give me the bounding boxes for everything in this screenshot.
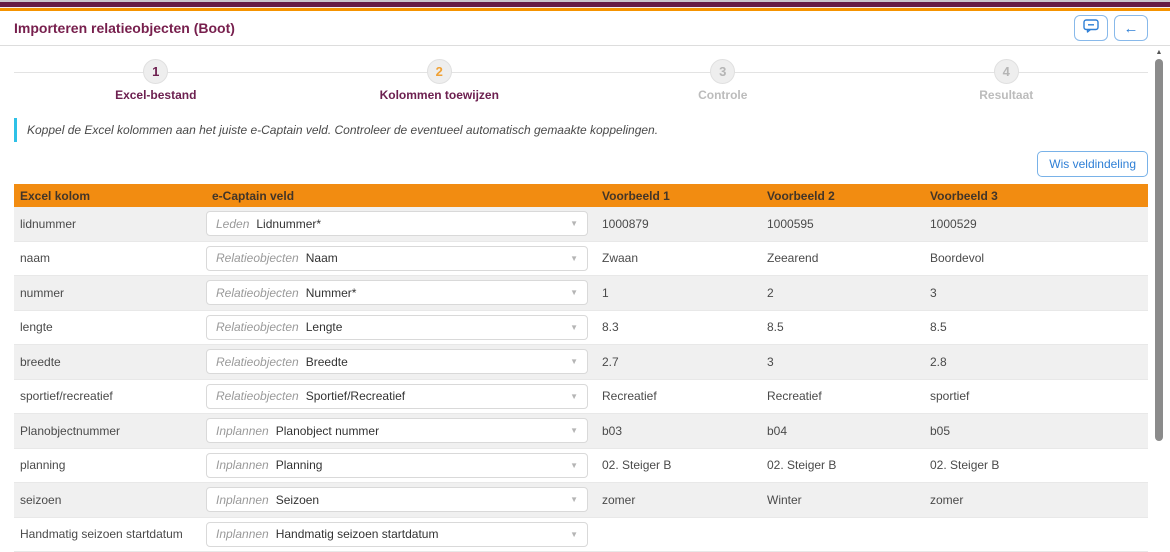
step-2-label: Kolommen toewijzen xyxy=(380,88,499,102)
table-body xyxy=(14,207,1148,552)
field-select[interactable] xyxy=(206,453,588,478)
excel-column-label: planning xyxy=(14,458,206,472)
header-ecaptain-veld: e-Captain veld xyxy=(206,189,596,203)
sample-value-2: Winter xyxy=(761,493,924,507)
header-buttons xyxy=(1074,15,1148,41)
feedback-button[interactable] xyxy=(1074,15,1108,41)
chevron-down-icon: ▼ xyxy=(570,254,578,263)
field-value-label: Planning xyxy=(276,458,323,472)
step-1-circle: 1 xyxy=(143,59,168,84)
clear-mapping-button[interactable]: Wis veldindeling xyxy=(1037,151,1148,177)
chevron-down-icon: ▼ xyxy=(570,426,578,435)
excel-column-label: lengte xyxy=(14,320,206,334)
chevron-down-icon: ▼ xyxy=(570,461,578,470)
field-value-label: Planobject nummer xyxy=(276,424,379,438)
field-value-label: Seizoen xyxy=(276,493,319,507)
header-excel-kolom: Excel kolom xyxy=(14,189,206,203)
field-select[interactable] xyxy=(206,315,588,340)
excel-column-label: seizoen xyxy=(14,493,206,507)
instruction-note: Koppel de Excel kolommen aan het juiste e-Captain veld. Controleer de eventueel automatisch gemaakte koppelingen. xyxy=(14,118,1148,142)
excel-column-label: Planobjectnummer xyxy=(14,424,206,438)
field-value-label: Lengte xyxy=(306,320,343,334)
step-4-circle: 4 xyxy=(994,59,1019,84)
sample-value-3: b05 xyxy=(924,424,1148,438)
field-category-label: Relatieobjecten xyxy=(216,355,299,369)
field-value-label: Naam xyxy=(306,251,338,265)
sample-value-3: 2.8 xyxy=(924,355,1148,369)
excel-column-label: Handmatig seizoen startdatum xyxy=(14,527,206,541)
excel-column-label: breedte xyxy=(14,355,206,369)
field-select-cell xyxy=(206,315,596,340)
field-category-label: Inplannen xyxy=(216,424,269,438)
excel-column-label: nummer xyxy=(14,286,206,300)
table-row xyxy=(14,518,1148,552)
wizard-stepper xyxy=(14,59,1148,102)
sample-value-1: zomer xyxy=(596,493,761,507)
field-select-cell xyxy=(206,522,596,547)
field-select[interactable] xyxy=(206,487,588,512)
chevron-down-icon: ▼ xyxy=(570,495,578,504)
table-row xyxy=(14,242,1148,277)
field-select-cell xyxy=(206,211,596,236)
field-category-label: Inplannen xyxy=(216,458,269,472)
back-button[interactable] xyxy=(1114,15,1148,41)
step-3-circle: 3 xyxy=(710,59,735,84)
field-select[interactable] xyxy=(206,280,588,305)
field-select[interactable] xyxy=(206,349,588,374)
excel-column-label: lidnummer xyxy=(14,217,206,231)
field-category-label: Relatieobjecten xyxy=(216,320,299,334)
scroll-up-icon[interactable]: ▲ xyxy=(1153,48,1165,57)
sample-value-2: 1000595 xyxy=(761,217,924,231)
page-header xyxy=(0,11,1170,46)
vertical-scrollbar xyxy=(1153,48,1165,530)
step-resultaat xyxy=(865,59,1149,102)
sample-value-1: 8.3 xyxy=(596,320,761,334)
sample-value-1: 1000879 xyxy=(596,217,761,231)
step-4-label: Resultaat xyxy=(979,88,1033,102)
column-mapping-table xyxy=(14,184,1148,552)
sample-value-1: 02. Steiger B xyxy=(596,458,761,472)
sample-value-1: 2.7 xyxy=(596,355,761,369)
step-3-label: Controle xyxy=(698,88,747,102)
chevron-down-icon: ▼ xyxy=(570,530,578,539)
field-select-cell xyxy=(206,349,596,374)
sample-value-3: sportief xyxy=(924,389,1148,403)
chevron-down-icon: ▼ xyxy=(570,357,578,366)
sample-value-2: Recreatief xyxy=(761,389,924,403)
sample-value-1: b03 xyxy=(596,424,761,438)
table-row xyxy=(14,380,1148,415)
chevron-down-icon: ▼ xyxy=(570,323,578,332)
sample-value-1: Recreatief xyxy=(596,389,761,403)
comment-icon xyxy=(1083,19,1099,37)
field-value-label: Handmatig seizoen startdatum xyxy=(276,527,439,541)
field-category-label: Inplannen xyxy=(216,493,269,507)
sample-value-3: 3 xyxy=(924,286,1148,300)
header-voorbeeld-2: Voorbeeld 2 xyxy=(761,189,924,203)
field-value-label: Breedte xyxy=(306,355,348,369)
field-category-label: Relatieobjecten xyxy=(216,389,299,403)
table-header-row xyxy=(14,184,1148,207)
field-select[interactable] xyxy=(206,211,588,236)
step-excel-bestand[interactable] xyxy=(14,59,298,102)
field-select-cell xyxy=(206,246,596,271)
header-voorbeeld-1: Voorbeeld 1 xyxy=(596,189,761,203)
sample-value-2: b04 xyxy=(761,424,924,438)
field-value-label: Sportief/Recreatief xyxy=(306,389,405,403)
table-row xyxy=(14,276,1148,311)
field-select-cell xyxy=(206,487,596,512)
field-select-cell xyxy=(206,384,596,409)
sample-value-3: Boordevol xyxy=(924,251,1148,265)
table-row xyxy=(14,345,1148,380)
excel-column-label: naam xyxy=(14,251,206,265)
field-category-label: Relatieobjecten xyxy=(216,251,299,265)
excel-column-label: sportief/recreatief xyxy=(14,389,206,403)
table-row xyxy=(14,207,1148,242)
sample-value-2: 8.5 xyxy=(761,320,924,334)
page-title: Importeren relatieobjecten (Boot) xyxy=(14,20,235,36)
field-select-cell xyxy=(206,453,596,478)
table-row xyxy=(14,483,1148,518)
field-select-cell xyxy=(206,280,596,305)
chevron-down-icon: ▼ xyxy=(570,288,578,297)
field-select[interactable] xyxy=(206,522,588,547)
step-kolommen-toewijzen[interactable] xyxy=(298,59,582,102)
sample-value-2: 02. Steiger B xyxy=(761,458,924,472)
sample-value-1: 1 xyxy=(596,286,761,300)
sample-value-3: 02. Steiger B xyxy=(924,458,1148,472)
sample-value-2: 3 xyxy=(761,355,924,369)
sample-value-2: 2 xyxy=(761,286,924,300)
scrollbar-thumb[interactable] xyxy=(1155,59,1163,441)
table-row xyxy=(14,311,1148,346)
header-voorbeeld-3: Voorbeeld 3 xyxy=(924,189,1148,203)
field-select[interactable] xyxy=(206,384,588,409)
chevron-down-icon: ▼ xyxy=(570,392,578,401)
step-1-label: Excel-bestand xyxy=(115,88,196,102)
table-row xyxy=(14,414,1148,449)
field-category-label: Relatieobjecten xyxy=(216,286,299,300)
table-row xyxy=(14,449,1148,484)
sample-value-2: Zeearend xyxy=(761,251,924,265)
sample-value-1: Zwaan xyxy=(596,251,761,265)
sample-value-3: 8.5 xyxy=(924,320,1148,334)
field-value-label: Lidnummer* xyxy=(256,217,321,231)
field-category-label: Leden xyxy=(216,217,249,231)
back-arrow-icon: ← xyxy=(1124,20,1139,37)
field-value-label: Nummer* xyxy=(306,286,357,300)
sample-value-3: zomer xyxy=(924,493,1148,507)
chevron-down-icon: ▼ xyxy=(570,219,578,228)
field-select[interactable] xyxy=(206,418,588,443)
field-select-cell xyxy=(206,418,596,443)
step-controle xyxy=(581,59,865,102)
step-2-circle: 2 xyxy=(427,59,452,84)
sample-value-3: 1000529 xyxy=(924,217,1148,231)
field-category-label: Inplannen xyxy=(216,527,269,541)
field-select[interactable] xyxy=(206,246,588,271)
table-toolbar xyxy=(14,151,1148,177)
